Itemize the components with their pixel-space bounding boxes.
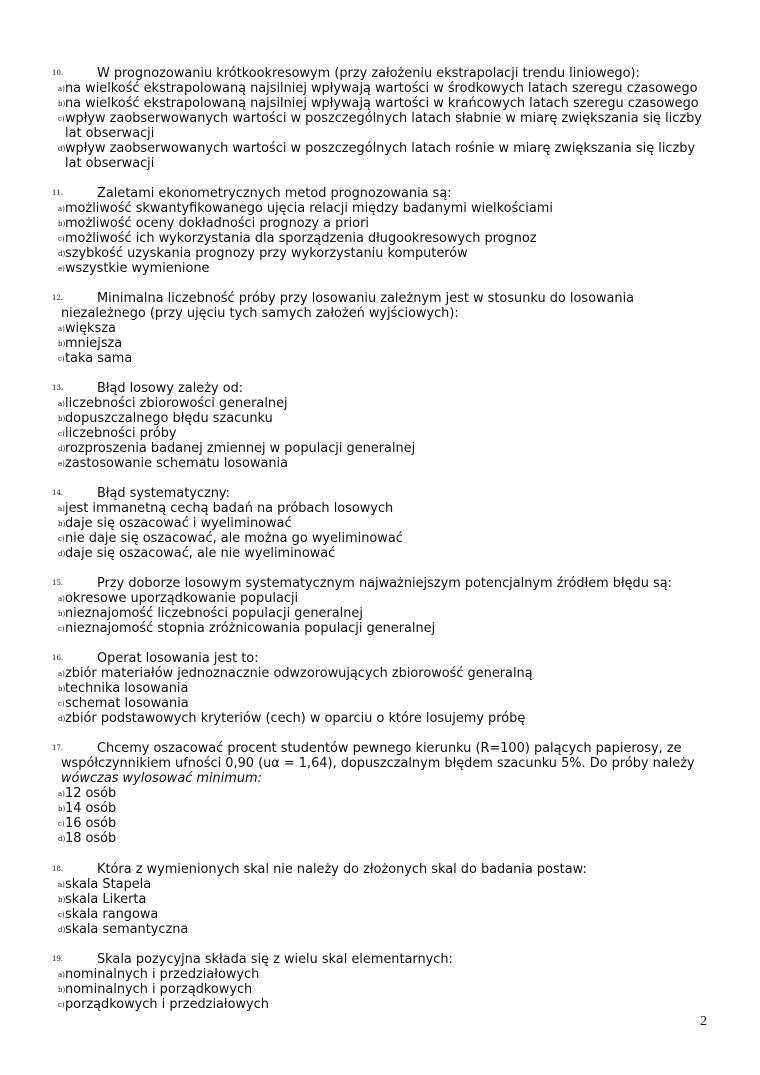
option-label: c)	[58, 430, 65, 438]
option-text: wpływ zaobserwowanych wartości w poszczególnych latach słabnie w miarę zwiększania się liczby	[65, 111, 702, 126]
option-label: c)	[58, 625, 65, 633]
option-d	[52, 711, 712, 726]
option-e	[52, 456, 712, 471]
option-text: zbiór podstawowych kryteriów (cech) w oparciu o które losujemy próbę	[65, 711, 526, 726]
option-text: na wielkość ekstrapolowaną najsilniej wpływają wartości w środkowych latach szeregu czasowego	[65, 81, 698, 96]
question-text: Która z wymienionych skal nie należy do złożonych skal do badania postaw:	[97, 862, 587, 877]
option-d	[52, 441, 712, 456]
question-line	[52, 576, 712, 591]
option-text: rozproszenia badanej zmiennej w populacji generalnej	[65, 441, 416, 456]
option-text: porządkowych i przedziałowych	[65, 997, 269, 1012]
option-label: d)	[58, 145, 66, 153]
question-line	[52, 186, 712, 201]
option-b	[52, 516, 712, 531]
option-label: b)	[58, 986, 66, 994]
option-text: nominalnych i porządkowych	[65, 982, 253, 997]
option-label: b)	[58, 610, 66, 618]
option-text: schemat losowania	[65, 696, 189, 711]
option-label: c)	[58, 355, 65, 363]
option-b	[52, 216, 712, 231]
option-label: c)	[58, 115, 65, 123]
option-label: c)	[58, 820, 65, 828]
option-b	[52, 892, 712, 907]
option-label: d)	[58, 835, 66, 843]
option-text: dopuszczalnego błędu szacunku	[65, 411, 273, 426]
option-label: a)	[58, 325, 65, 333]
option-text: możliwość skwantyfikowanego ujęcia relacji między badanymi wielkościami	[65, 201, 553, 216]
option-d	[52, 141, 712, 156]
question-line	[52, 651, 712, 666]
option-text: nieznajomość liczebności populacji generalnej	[65, 606, 363, 621]
option-c	[52, 531, 712, 546]
option-text: technika losowania	[65, 681, 189, 696]
option-label: b)	[58, 805, 66, 813]
option-label: c)	[58, 1001, 65, 1009]
question-text: Błąd losowy zależy od:	[97, 381, 244, 396]
option-text: skala semantyczna	[65, 922, 189, 937]
question-number: 16.	[52, 654, 64, 662]
question-line	[52, 381, 712, 396]
question-12	[52, 291, 712, 366]
option-a	[52, 81, 712, 96]
question-number: 13.	[52, 384, 64, 392]
option-a	[52, 501, 712, 516]
option-text: wpływ zaobserwowanych wartości w poszczególnych latach rośnie w miarę zwiększania się liczby	[65, 141, 696, 156]
question-text: Chcemy oszacować procent studentów pewnego kierunku (R=100) palących papierosy, ze	[97, 741, 682, 756]
option-a	[52, 967, 712, 982]
option-label: a)	[58, 85, 65, 93]
option-label: a)	[58, 971, 65, 979]
option-text: skala rangowa	[65, 907, 159, 922]
option-a	[52, 786, 712, 801]
question-number: 12.	[52, 294, 64, 302]
question-line	[52, 291, 712, 306]
option-text: 14 osób	[65, 801, 117, 816]
question-text-continuation: współczynnikiem ufności 0,90 (uα = 1,64), dopuszczalnym błędem szacunku 5%. Do próby należy	[61, 756, 695, 771]
option-text: 12 osób	[65, 786, 117, 801]
option-text: skala Stapela	[65, 877, 152, 892]
question-16	[52, 651, 712, 726]
question-text-continuation-2: wówczas wylosować minimum:	[61, 771, 262, 786]
option-label: d)	[58, 550, 66, 558]
option-label: b)	[58, 220, 66, 228]
page-number: 2	[700, 1014, 707, 1029]
question-line	[52, 741, 712, 756]
option-c	[52, 351, 712, 366]
option-label: d)	[58, 250, 66, 258]
option-d	[52, 831, 712, 846]
option-text: wszystkie wymienione	[65, 261, 210, 276]
question-number: 19.	[52, 955, 64, 963]
option-c	[52, 111, 712, 126]
option-b	[52, 801, 712, 816]
option-c	[52, 997, 712, 1012]
question-number: 17.	[52, 744, 64, 752]
option-text: zastosowanie schematu losowania	[65, 456, 288, 471]
question-14	[52, 486, 712, 561]
option-c	[52, 907, 712, 922]
option-text: daje się oszacować, ale nie wyeliminować	[65, 546, 336, 561]
question-text: Zaletami ekonometrycznych metod prognozowania są:	[97, 186, 452, 201]
option-text: nominalnych i przedziałowych	[65, 967, 260, 982]
option-text: daje się oszacować i wyeliminować	[65, 516, 292, 531]
question-13	[52, 381, 712, 471]
option-a	[52, 201, 712, 216]
option-c	[52, 231, 712, 246]
option-label: e)	[58, 265, 65, 273]
option-text: nieznajomość stopnia zróżnicowania populacji generalnej	[65, 621, 436, 636]
option-text: szybkość uzyskania prognozy przy wykorzystaniu komputerów	[65, 246, 468, 261]
option-label: c)	[58, 700, 65, 708]
question-10	[52, 66, 712, 171]
option-b	[52, 411, 712, 426]
option-b	[52, 96, 712, 111]
option-d	[52, 546, 712, 561]
option-text: zbiór materiałów jednoznacznie odwzorowujących zbiorowość generalną	[65, 666, 533, 681]
option-text: na wielkość ekstrapolowaną najsilniej wpływają wartości w krańcowych latach szeregu czasowego	[65, 96, 699, 111]
question-text: Przy doborze losowym systematycznym najważniejszym potencjalnym źródłem błędu są:	[97, 576, 672, 591]
question-number: 10.	[52, 69, 64, 77]
option-text: mniejsza	[65, 336, 123, 351]
option-c	[52, 696, 712, 711]
option-label: a)	[58, 790, 65, 798]
question-text: Błąd systematyczny:	[97, 486, 230, 501]
option-text-continuation: lat obserwacji	[65, 156, 155, 171]
option-label: b)	[58, 520, 66, 528]
option-label: a)	[58, 595, 65, 603]
question-text: Minimalna liczebność próby przy losowaniu zależnym jest w stosunku do losowania	[97, 291, 635, 306]
question-line	[52, 486, 712, 501]
option-text: skala Likerta	[65, 892, 147, 907]
question-15	[52, 576, 712, 636]
question-text: Operat losowania jest to:	[97, 651, 259, 666]
question-line	[52, 66, 712, 81]
option-b	[52, 681, 712, 696]
option-label: d)	[58, 715, 66, 723]
question-19	[52, 952, 712, 1012]
option-text: liczebności zbiorowości generalnej	[65, 396, 288, 411]
question-18	[52, 862, 712, 937]
question-text: Skala pozycyjna składa się z wielu skal elementarnych:	[97, 952, 453, 967]
option-a	[52, 321, 712, 336]
question-17	[52, 741, 712, 846]
option-text: taka sama	[65, 351, 133, 366]
option-label: d)	[58, 445, 66, 453]
option-c	[52, 426, 712, 441]
option-text: możliwość oceny dokładności prognozy a priori	[65, 216, 369, 231]
question-text-continuation: niezależnego (przy ujęciu tych samych założeń wyjściowych):	[61, 306, 459, 321]
option-a	[52, 666, 712, 681]
option-d	[52, 246, 712, 261]
option-text: liczebności próby	[65, 426, 177, 441]
question-number: 14.	[52, 489, 64, 497]
option-label: a)	[58, 400, 65, 408]
option-text: 18 osób	[65, 831, 117, 846]
option-label: b)	[58, 340, 66, 348]
option-label: d)	[58, 926, 66, 934]
question-number: 18.	[52, 865, 64, 873]
question-11	[52, 186, 712, 276]
option-a	[52, 396, 712, 411]
option-label: b)	[58, 896, 66, 904]
option-label: e)	[58, 460, 65, 468]
option-label: a)	[58, 881, 65, 889]
question-number: 11.	[52, 189, 64, 197]
option-label: c)	[58, 535, 65, 543]
option-a	[52, 877, 712, 892]
option-label: c)	[58, 235, 65, 243]
question-number: 15.	[52, 579, 64, 587]
option-text: nie daje się oszacować, ale można go wyeliminować	[65, 531, 403, 546]
option-label: b)	[58, 415, 66, 423]
option-text-continuation: lat obserwacji	[65, 126, 155, 141]
option-label: a)	[58, 670, 65, 678]
option-text: większa	[65, 321, 116, 336]
option-label: c)	[58, 911, 65, 919]
option-text: 16 osób	[65, 816, 117, 831]
option-b	[52, 336, 712, 351]
option-label: a)	[58, 505, 65, 513]
option-a	[52, 591, 712, 606]
option-label: a)	[58, 205, 65, 213]
option-label: b)	[58, 100, 66, 108]
option-c	[52, 816, 712, 831]
option-d	[52, 922, 712, 937]
option-c	[52, 621, 712, 636]
option-label: b)	[58, 685, 66, 693]
option-text: jest immanetną cechą badań na próbach losowych	[65, 501, 394, 516]
question-line	[52, 952, 712, 967]
option-e	[52, 261, 712, 276]
option-text: możliwość ich wykorzystania dla sporządzenia długookresowych prognoz	[65, 231, 537, 246]
question-text: W prognozowaniu krótkookresowym (przy założeniu ekstrapolacji trendu liniowego):	[97, 66, 640, 81]
option-b	[52, 606, 712, 621]
option-text: okresowe uporządkowanie populacji	[65, 591, 299, 606]
question-line	[52, 862, 712, 877]
option-b	[52, 982, 712, 997]
